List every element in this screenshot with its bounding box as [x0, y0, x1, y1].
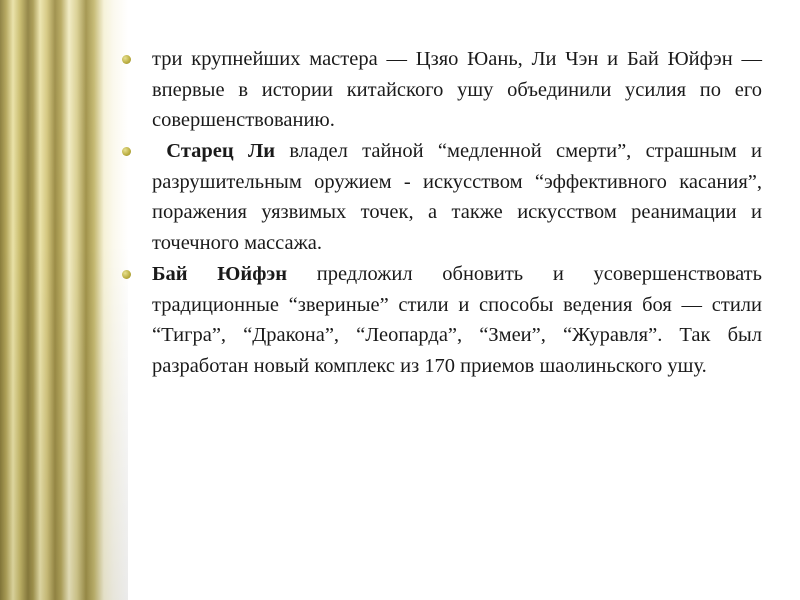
- bullet-item-2: [120, 136, 762, 258]
- bullet-text: предложил обновить и усовершенствовать традиционные “звериные” стили и способы ведения боя — стили “Тигра”, “Дракона”, “Леопарда”, “Змеи”, “Журавля”. Так был разработан новый комплекс из 170 приемов шаолиньского ушу.: [152, 263, 762, 377]
- bullet-dot-icon: [122, 270, 131, 279]
- gold-curtain-decoration: [0, 0, 128, 600]
- bullet-text: три крупнейших мастера — Цзяо Юань, Ли Чэн и Бай Юйфэн — впервые в истории китайского ушу объединили усилия по его совершенствованию.: [152, 48, 762, 132]
- bullet-item-1: [120, 44, 762, 136]
- bullet-text: владел тайной “медленной смерти”, страшным и разрушительным оружием - искусством “эффективного касания”, поражения уязвимых точек, а также искусством реанимации и точечного массажа.: [152, 140, 762, 255]
- bullet-dot-icon: [122, 147, 131, 156]
- slide-content: [120, 44, 762, 382]
- bullet-item-3: [120, 259, 762, 381]
- bullet-bold-name: Старец Ли: [166, 140, 276, 163]
- bullet-bold-name: Бай Юйфэн: [152, 263, 288, 286]
- bullet-dot-icon: [122, 55, 131, 64]
